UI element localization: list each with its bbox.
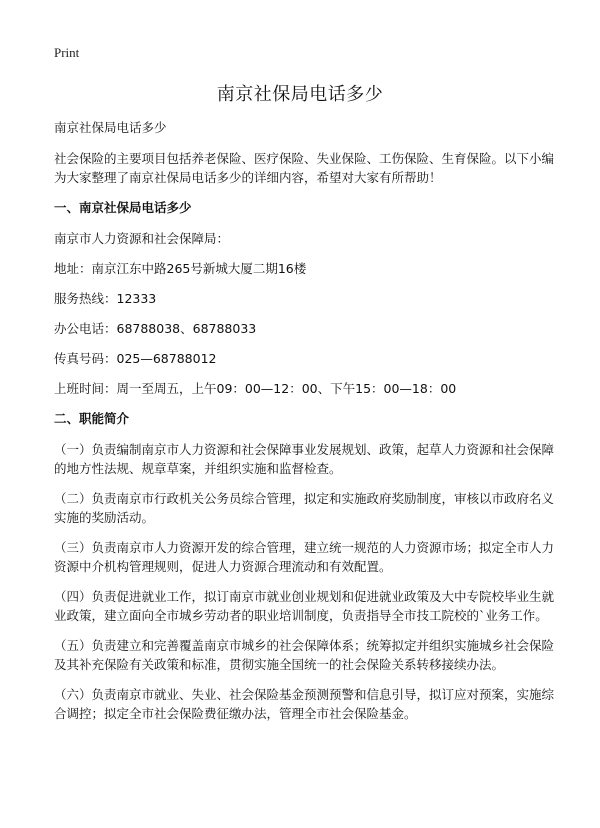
print-link[interactable]: Print (54, 45, 80, 60)
contact-hotline: 服务热线：12333 (54, 291, 157, 306)
duty-item-4: （四）负责促进就业工作，拟订南京市就业创业规划和促进就业政策及大中专院校毕业生就业政策，建立面向全市城乡劳动者的职业培训制度，负责指导全市技工院校的`业务工作。 (54, 589, 555, 623)
article-body (54, 118, 554, 734)
contact-office-hours: 上班时间：周一至周五，上午09：00—12：00、下午15：00—18：00 (54, 381, 457, 396)
duty-item-3: （三）负责南京市人力资源开发的综合管理，建立统一规范的人力资源市场；拟定全市人力资源中介机构管理规则，促进人力资源合理流动和有效配置。 (54, 540, 555, 574)
duty-item-6: （六）负责南京市就业、失业、社会保险基金预测预警和信息引导，拟订应对预案，实施综合调控；拟定全市社会保险费征缴办法，管理全市社会保险基金。 (54, 687, 555, 721)
contact-address: 地址：南京江东中路265号新城大厦二期16楼 (54, 261, 307, 276)
intro-paragraph: 社会保险的主要项目包括养老保险、医疗保险、失业保险、工伤保险、生育保险。以下小编为大家整理了南京社保局电话多少的详细内容，希望对大家有所帮助！ (54, 151, 555, 185)
duty-item-2: （二）负责南京市行政机关公务员综合管理，拟定和实施政府奖励制度，审核以市政府名义实施的奖励活动。 (54, 491, 555, 525)
duty-item-5: （五）负责建立和完善覆盖南京市城乡的社会保障体系；统筹拟定并组织实施城乡社会保险及其补充保险有关政策和标准，贯彻实施全国统一的社会保险关系转移接续办法。 (54, 638, 555, 672)
section-heading-phone: 一、南京社保局电话多少 (54, 200, 192, 215)
contact-agency-name: 南京市人力资源和社会保障局： (54, 231, 230, 246)
article-subtitle: 南京社保局电话多少 (54, 120, 167, 135)
contact-office-phone: 办公电话：68788038、68788033 (54, 321, 257, 336)
section-heading-duties: 二、职能简介 (54, 411, 130, 426)
page-title: 南京社保局电话多少 (216, 84, 384, 105)
duty-item-1: （一）负责编制南京市人力资源和社会保障事业发展规划、政策，起草人力资源和社会保障的地方性法规、规章草案，并组织实施和监督检查。 (54, 442, 555, 476)
contact-fax: 传真号码：025—68788012 (54, 351, 217, 366)
